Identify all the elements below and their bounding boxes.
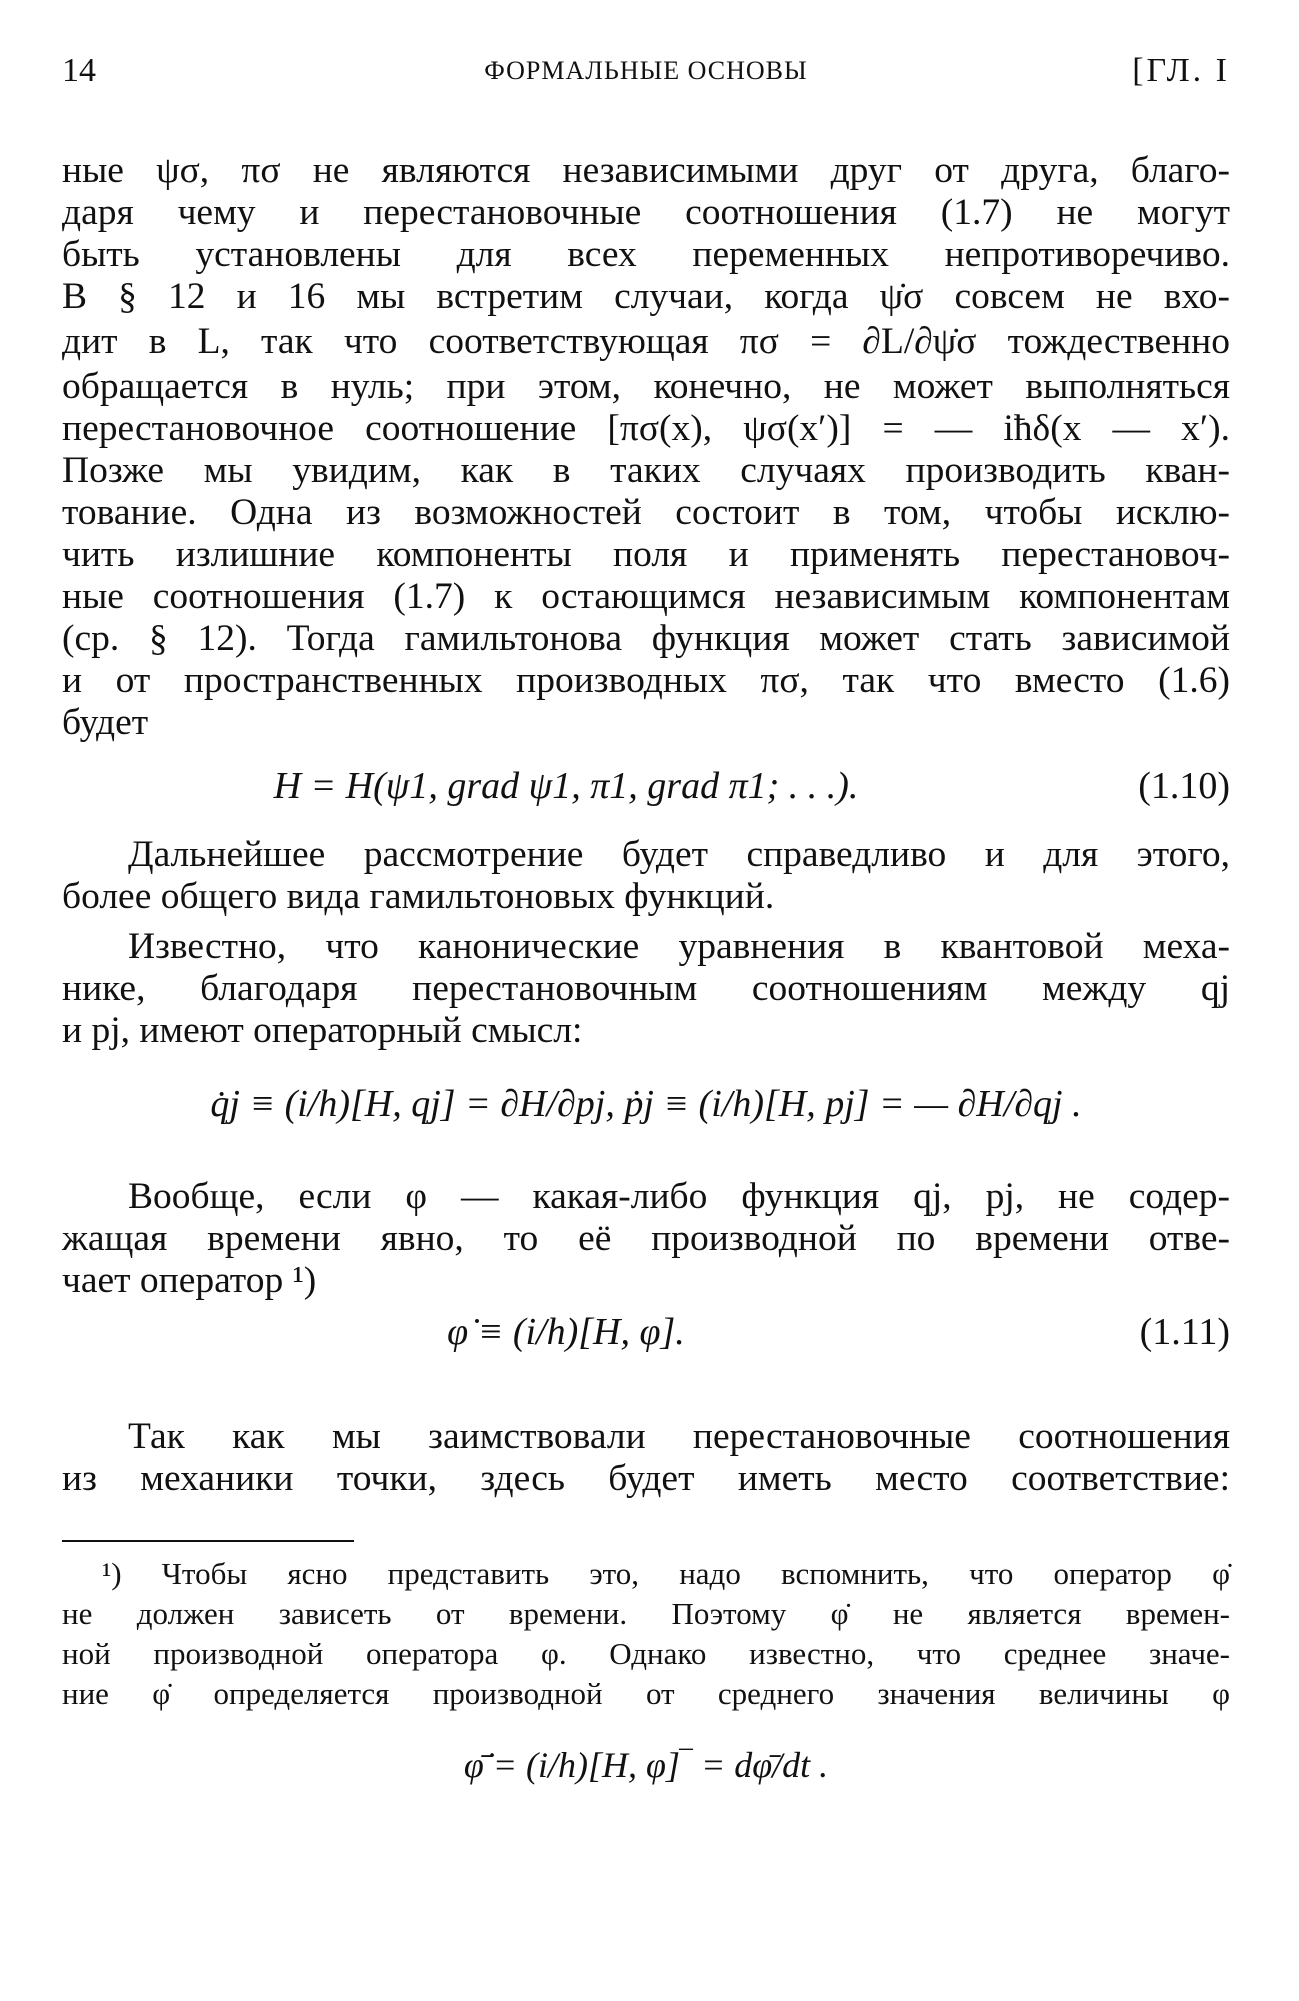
paragraph-5 <box>62 1416 1230 1500</box>
text-line: Вообще, если φ — какая-либо функция qj, pj, не содер- <box>128 1176 1230 1217</box>
text-line: Дальнейшее рассмотрение будет справедливо и для этого, <box>128 834 1230 875</box>
footnote <box>62 1554 1230 1714</box>
equation-formula: q̇j ≡ (i/h)[H, qj] = ∂H/∂pj, ṗj ≡ (i/h)[H, pj] = — ∂H/∂qj . <box>210 1083 1082 1125</box>
equation-formula: φ̇̄ = (i/h)[H, φ]‾ = dφ̄/dt . <box>463 1745 829 1785</box>
paragraph-2 <box>62 834 1230 918</box>
page-number: 14 <box>62 52 96 89</box>
text-line: нике, благодаря перестановочным соотношениям между qj <box>62 968 1230 1009</box>
footnote-line: ¹) Чтобы ясно представить это, надо вспомнить, что оператор φ̇ <box>102 1556 1230 1591</box>
text-line: быть установлены для всех переменных непротиворечиво. <box>62 234 1230 275</box>
page-header <box>62 52 1230 102</box>
text-line: Известно, что канонические уравнения в квантовой меха- <box>128 926 1230 967</box>
footnote-divider <box>62 1540 354 1542</box>
footnote-line: ние φ̇ определяется производной от среднего значения величины φ <box>62 1676 1230 1711</box>
footnote-equation <box>62 1714 1230 1814</box>
text-line: В § 12 и 16 мы встретим случаи, когда ψ̇σ совсем не вхо- <box>62 276 1230 317</box>
paragraph-4 <box>62 1176 1230 1302</box>
paragraph-1 <box>62 150 1230 744</box>
text-line: жащая времени явно, то её производной по времени отве- <box>62 1218 1230 1259</box>
text-line: тование. Одна из возможностей состоит в том, чтобы исклю- <box>62 492 1230 533</box>
chapter-marker: [ГЛ. I <box>1132 52 1230 89</box>
equation-number: (1.11) <box>1139 1311 1230 1353</box>
text-line: ные ψσ, πσ не являются независимыми друг от друга, благо- <box>62 150 1230 191</box>
text-line: даря чему и перестановочные соотношения (1.7) не могут <box>62 192 1230 233</box>
equation-formula: H = H(ψ1, grad ψ1, π1, grad π1; . . .). <box>273 765 859 807</box>
text-line: Позже мы увидим, как в таких случаях производить кван- <box>62 450 1230 491</box>
footnote-line: не должен зависеть от времени. Поэтому φ̇ не является времен- <box>62 1596 1230 1631</box>
text-line: более общего вида гамильтоновых функций. <box>62 876 775 917</box>
equation-number: (1.10) <box>1138 765 1230 807</box>
text-line: обращается в нуль; при этом, конечно, не может выполняться <box>62 366 1230 407</box>
equation-1-10 <box>62 756 1230 818</box>
text-line: чить излишние компоненты поля и применять перестановоч- <box>62 534 1230 575</box>
footnote-line: ной производной оператора φ. Однако известно, что среднее значе- <box>62 1636 1230 1671</box>
equation-formula: φ̇ ≡ (i/h)[H, φ]. <box>447 1311 685 1353</box>
equation-canonical <box>62 1052 1230 1162</box>
text-line: из механики точки, здесь будет иметь место соответствие: <box>62 1458 1230 1499</box>
equation-1-11 <box>62 1302 1230 1382</box>
text-line: и от пространственных производных πσ, так что вместо (1.6) <box>62 660 1230 701</box>
text-line: ные соотношения (1.7) к остающимся независимым компонентам <box>62 576 1230 617</box>
running-title: ФОРМАЛЬНЫЕ ОСНОВЫ <box>484 56 808 85</box>
text-line: чает оператор ¹) <box>62 1260 317 1301</box>
text-line: и pj, имеют операторный смысл: <box>62 1010 583 1051</box>
main-text <box>62 150 1230 1814</box>
text-line: дит в L, так что соответствующая πσ = ∂L/∂ψ̇σ тождественно <box>62 321 1230 362</box>
text-line: (ср. § 12). Тогда гамильтонова функция может стать зависимой <box>62 618 1230 659</box>
text-line: будет <box>62 702 149 743</box>
text-line: перестановочное соотношение [πσ(x), ψσ(x′)] = — iħδ(x — x′). <box>62 408 1230 449</box>
text-line: Так как мы заимствовали перестановочные соотношения <box>128 1416 1230 1457</box>
paragraph-3 <box>62 926 1230 1052</box>
